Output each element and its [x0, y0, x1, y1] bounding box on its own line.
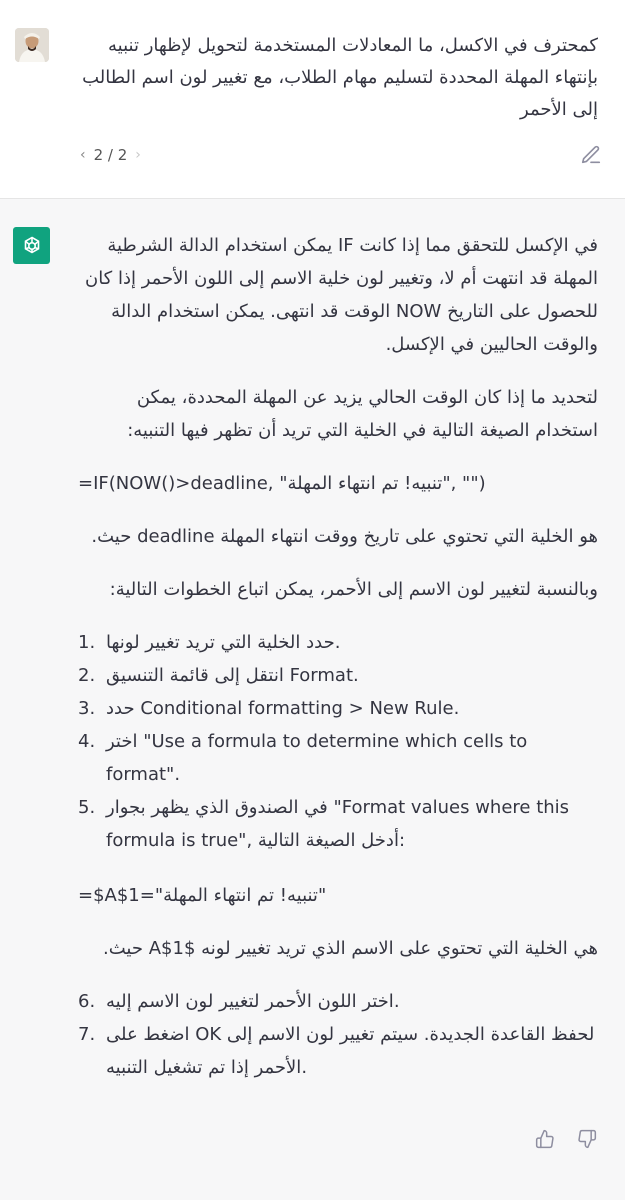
list-item [78, 659, 598, 692]
deadline-explanation: هو الخلية التي تحتوي على تاريخ ووقت انتهاء المهلة deadline حيث. [91, 526, 598, 547]
steps-intro: وبالنسبة لتغيير لون الاسم إلى الأحمر، يمكن اتباع الخطوات التالية: [109, 579, 598, 600]
step-text: في الصندوق الذي يظهر بجوار "Format values where this formula is true", أدخل الصيغة التالية: [106, 797, 570, 851]
thumbs-up-icon [535, 1129, 555, 1149]
step-text: اختر "Use a formula to determine which cells to format". [106, 731, 528, 785]
response-pager [80, 143, 141, 167]
list-item [78, 626, 598, 659]
thumbs-down-icon [577, 1129, 597, 1149]
chevron-left-icon[interactable]: ‹ [80, 147, 86, 163]
step-number: 2. [78, 665, 96, 686]
step-number: 5. [78, 797, 96, 818]
step-number: 3. [78, 698, 96, 719]
list-item [78, 1018, 598, 1084]
formula-if: =IF(NOW()>deadline, "تنبيه! تم انتهاء المهلة", "") [78, 473, 486, 494]
list-item [78, 725, 598, 791]
step-number: 6. [78, 991, 96, 1012]
feedback-buttons [535, 1129, 597, 1153]
step-text: اضغط على OK لحفظ القاعدة الجديدة. سيتم تغيير لون الاسم إلى الأحمر إذا تم تشغيل التنبيه. [106, 1024, 595, 1078]
list-item [78, 985, 598, 1018]
list-item [78, 692, 598, 725]
thumbs-down-button[interactable] [577, 1129, 597, 1153]
steps-list-continued [78, 985, 598, 1084]
step-text: حدد Conditional formatting > New Rule. [106, 698, 460, 719]
list-item [78, 791, 598, 857]
step-text: انتقل إلى قائمة التنسيق Format. [106, 665, 359, 686]
step-text: اختر اللون الأحمر لتغيير لون الاسم إليه. [106, 991, 400, 1012]
openai-logo-icon [20, 234, 44, 258]
intro-paragraph: في الإكسل للتحقق مما إذا كانت IF يمكن استخدام الدالة الشرطية المهلة قد انتهت أم لا، وتغيير لون خلية الاسم إلى اللون الأحمر إذا كان للحصول على التاريخ NOW الوقت قد انتهى. يمكن استخدام الدالة والوقت الحاليين في الإكسل. [84, 235, 598, 355]
chevron-right-icon[interactable]: › [135, 147, 141, 163]
assistant-avatar [13, 227, 50, 264]
edit-icon [580, 144, 602, 166]
cell-explanation: هي الخلية التي تحتوي على الاسم الذي تريد تغيير لونه $A$1 حيث. [103, 938, 598, 959]
assistant-message-content [78, 229, 598, 1106]
formula-conditional: =$A$1="تنبيه! تم انتهاء المهلة" [78, 885, 327, 906]
step-number: 4. [78, 731, 96, 752]
step-number: 1. [78, 632, 96, 653]
step-text: حدد الخلية التي تريد تغيير لونها. [106, 632, 341, 653]
user-avatar [15, 28, 49, 62]
user-avatar-icon [15, 28, 49, 62]
pager-count: 2 / 2 [93, 146, 128, 164]
steps-list [78, 626, 598, 857]
step-number: 7. [78, 1024, 96, 1045]
user-message-text: كمحترف في الاكسل، ما المعادلات المستخدمة لتحويل لإظهار تنبيه بإنتهاء المهلة المحددة لتسليم مهام الطلاب، مع تغيير لون اسم الطالب إلى الأحمر [82, 35, 598, 120]
instruction-paragraph: لتحديد ما إذا كان الوقت الحالي يزيد عن المهلة المحددة، يمكن استخدام الصيغة التالية في الخلية التي تريد أن تظهر فيها التنبيه: [127, 387, 598, 441]
user-message-block [0, 0, 625, 199]
edit-message-button[interactable] [580, 144, 602, 166]
assistant-message-block [0, 199, 625, 1200]
thumbs-up-button[interactable] [535, 1129, 555, 1153]
